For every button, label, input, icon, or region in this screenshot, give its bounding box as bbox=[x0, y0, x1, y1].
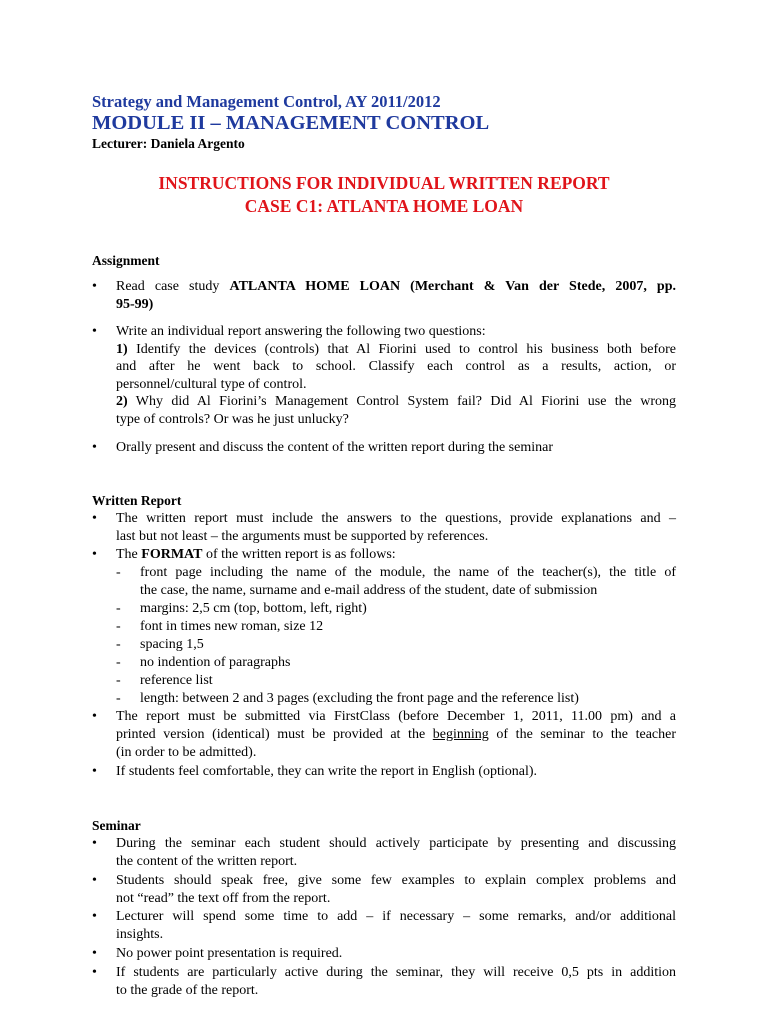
assignment-heading: Assignment bbox=[92, 253, 160, 268]
wr-bullet-1-line1: The written report must include the answers to the questions, provide explanations and – bbox=[116, 511, 676, 526]
written-report-heading: Written Report bbox=[92, 493, 182, 508]
document-page: Strategy and Management Control, AY 2011/2012 MODULE II – MANAGEMENT CONTROL Lecturer: Daniela Argento INSTRUCTIONS FOR INDIVIDUAL WRITTEN REPORT CASE C1: ATLANTA HOME LOAN Assignment • Read case study ATLANTA HOME LOAN (Merchant & Van der Stede, 2007, pp. 95-99) • Write an individual report answering the following two questions: 1) Identify the devices (controls) that Al Fiorini used to control his business both before and after he went back to school. Classify each control as a results, action, or personnel/cultural type of control. 2) Why did Al Fiorini’s Management Control System fail? Did Al Fiorini use the wrong type of controls? Or was he just unlucky? • Orally present and discuss the content of the written report during the seminar Written Report • The written report must include the answers to the questions, provide explanations and – last but not least – the arguments must be supported by references. • The FORMAT of the written report is as follows: - front page including the name of the module, the name of the teacher(s), the title of the case, the name, surname and e-mail address of the student, date of submission - margins: 2,5 cm (top, bottom, left, right) - font in times new roman, size 12 - spacing 1,5 - no indention of paragraphs - reference list - length: between 2 and 3 pages (excluding the front page and the reference list) • The report must be submitted via FirstClass (before December 1, 2011, 11.00 pm) and a printed version (identical) must be provided at the beginning of the seminar to the teacher (in order to be admitted). • If students feel comfortable, they can write the report in English (optional). Seminar • During the seminar each student should actively participate by presenting and discussing the content of the written report. • Students should speak free, give some few examples to explain complex problems and not “read” the text off from the report. • Lecturer will spend some time to add – if necessary – some remarks, and/or additional insights. • No power point presentation is required. • If students are particularly active during the seminar, they will receive 0,5 pts in addition to the grade of the report. bbox=[92, 92, 677, 998]
bullet-1-line2: 95-99) bbox=[116, 296, 154, 312]
wr-bullet-1-line2: last but not least – the arguments must be supported by references. bbox=[116, 529, 489, 544]
bullet-1-line1: Read case study ATLANTA HOME LOAN (Merchant & Van der Stede, 2007, pp. bbox=[116, 279, 676, 294]
bullet-icon: • bbox=[92, 279, 97, 294]
bullet-icon: • bbox=[92, 709, 97, 724]
bullet-icon: • bbox=[92, 547, 97, 562]
report-title-line1: INSTRUCTIONS FOR INDIVIDUAL WRITTEN REPORT bbox=[158, 173, 610, 193]
bullet-icon: • bbox=[92, 511, 97, 526]
bullet-icon: • bbox=[92, 764, 97, 779]
question-2-line2: type of controls? Or was he just unlucky? bbox=[116, 411, 349, 427]
module-title: MODULE II – MANAGEMENT CONTROL bbox=[92, 112, 490, 134]
lecturer-line: Lecturer: Daniela Argento bbox=[92, 136, 245, 151]
bullet-icon: • bbox=[92, 836, 97, 851]
bullet-2-intro: Write an individual report answering the following two questions: bbox=[116, 324, 486, 339]
question-1-line2: and after he went back to school. Classify each control as a results, action, or bbox=[116, 359, 676, 374]
bullet-icon: • bbox=[92, 909, 97, 924]
wr-bullet-3-line1: The report must be submitted via FirstClass (before December 1, 2011, 11.00 pm) and a bbox=[116, 709, 676, 724]
question-1-line1: 1) Identify the devices (controls) that Al Fiorini used to control his business both before bbox=[116, 341, 677, 357]
wr-bullet-4-text: If students feel comfortable, they can write the report in English (optional). bbox=[116, 764, 538, 779]
wr-bullet-3-line2: printed version (identical) must be provided at the beginning of the seminar to the teacher bbox=[116, 727, 676, 742]
wr-format-line: The FORMAT of the written report is as follows: bbox=[116, 547, 396, 562]
bullet-icon: • bbox=[92, 440, 97, 455]
course-title: Strategy and Management Control, AY 2011/2012 bbox=[92, 92, 441, 111]
seminar-heading: Seminar bbox=[92, 818, 141, 833]
question-1-line3: personnel/cultural type of control. bbox=[116, 376, 307, 392]
bullet-icon: • bbox=[92, 324, 97, 339]
bullet-3-text: Orally present and discuss the content of the written report during the seminar bbox=[116, 440, 553, 455]
bullet-icon: • bbox=[92, 965, 97, 980]
wr-bullet-3-line3: (in order to be admitted). bbox=[116, 745, 257, 760]
bullet-icon: • bbox=[92, 946, 97, 961]
question-2-line1: 2) Why did Al Fiorini’s Management Control System fail? Did Al Fiorini use the wrong bbox=[116, 394, 676, 409]
report-title-line2: CASE C1: ATLANTA HOME LOAN bbox=[244, 196, 524, 216]
bullet-icon: • bbox=[92, 873, 97, 888]
